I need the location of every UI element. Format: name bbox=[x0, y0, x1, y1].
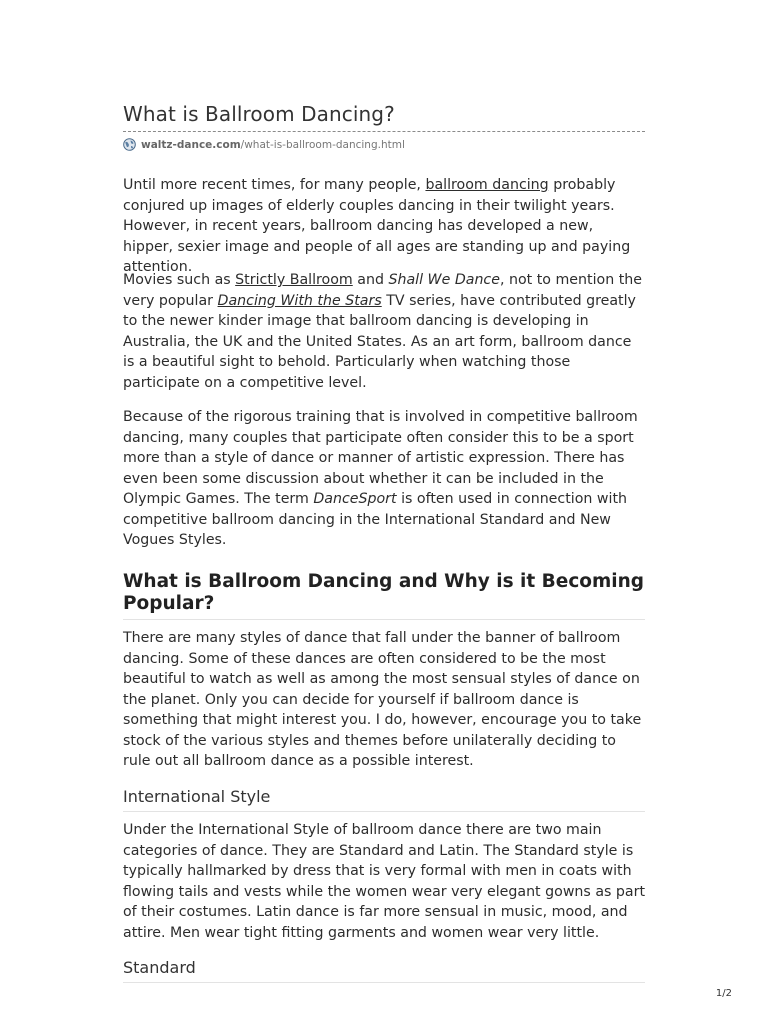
paragraph-styles: There are many styles of dance that fall under the banner of ballroom dancing. Some of these dances are often considered to be the most beautiful to watch as well as among the most sensual styles of dance on the planet. Only you can decide for yourself if ballroom dance is something that might interest you. I do, however, encourage you to take stock of the various styles and themes before unilaterally deciding to rule out all ballroom dance as a possible interest. bbox=[123, 630, 642, 769]
p2-text-mid1: and bbox=[352, 272, 389, 288]
paragraph-movies bbox=[123, 270, 645, 393]
source-url[interactable] bbox=[123, 138, 405, 151]
p1-text-end: probably conjured up images of elderly couples dancing in their twilight years. However, in recent years, ballroom dancing has developed a new, hipper, sexier image and people of all ages are standing up and paying attention. bbox=[123, 177, 631, 275]
paragraph-training bbox=[123, 407, 645, 551]
source-domain: waltz-dance.com bbox=[141, 139, 241, 151]
p2-text-start: Movies such as bbox=[123, 272, 236, 288]
p2-text-mid2: , not to mention the very popular bbox=[123, 272, 642, 309]
paragraph-international: Under the International Style of ballroom dance there are two main categories of dance. They are Standard and Latin. The Standard style is typically hallmarked by dress that is very formal with men in coats with flowing tails and vests while the women wear very elegant gowns as part of their costumes. Latin dance is far more sensual in music, mood, and attire. Men wear tight fitting garments and women wear very little. bbox=[123, 822, 646, 941]
source-path: /what-is-ballroom-dancing.html bbox=[240, 139, 405, 151]
paragraph-intro bbox=[123, 175, 645, 278]
dancesport-term: DanceSport bbox=[313, 491, 397, 507]
p3-text-start: Because of the rigorous training that is involved in competitive ballroom dancing, many couples that participate often consider this to be a sport more than a style of dance or manner of artistic expression. There has even been some discussion about whether it can be included in the Olympic Games. The term bbox=[123, 409, 638, 507]
section-heading-popular: What is Ballroom Dancing and Why is it Becoming Popular? bbox=[123, 571, 645, 614]
subheading-international-rule bbox=[123, 811, 645, 812]
subheading-standard: Standard bbox=[123, 958, 196, 977]
subheading-standard-rule bbox=[123, 982, 645, 983]
section-heading-rule bbox=[123, 619, 645, 620]
p2-text-end: TV series, have contributed greatly to the newer kinder image that ballroom dancing is developing in Australia, the UK and the United States. As an art form, ballroom dance is a beautiful sight to behold. Particularly when watching those participate on a competitive level. bbox=[123, 292, 636, 391]
ballroom-dancing-link[interactable]: ballroom dancing bbox=[425, 177, 549, 193]
shall-we-dance-title: Shall We Dance bbox=[388, 272, 500, 288]
page-number: 1/2 bbox=[715, 988, 732, 999]
subheading-international-style: International Style bbox=[123, 787, 271, 806]
title-divider bbox=[123, 131, 645, 132]
dancing-with-the-stars-link[interactable]: Dancing With the Stars bbox=[217, 292, 382, 309]
globe-icon bbox=[123, 138, 136, 151]
strictly-ballroom-link[interactable]: Strictly Ballroom bbox=[235, 272, 353, 288]
p3-text-end: is often used in connection with competitive ballroom dancing in the International Standard and New Vogues Styles. bbox=[123, 491, 628, 548]
p1-text-start: Until more recent times, for many people, bbox=[123, 177, 426, 193]
page-title: What is Ballroom Dancing? bbox=[123, 102, 395, 126]
